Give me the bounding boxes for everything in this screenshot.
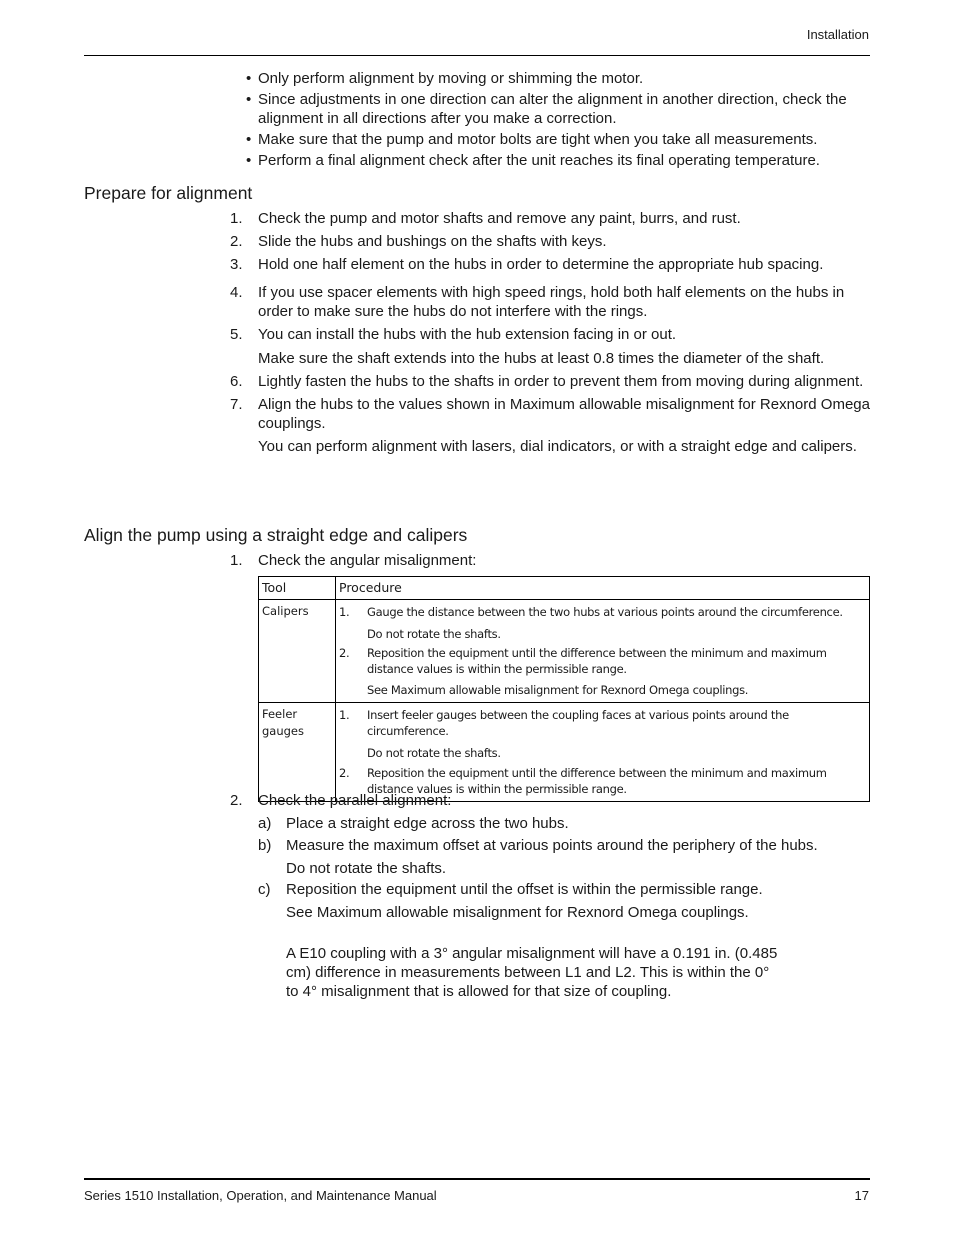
bullet-item: • Only perform alignment by moving or shimming the motor.: [246, 70, 870, 89]
procedure-item: [339, 707, 866, 739]
sub-step-letter: a): [258, 815, 272, 832]
procedure-number: 1.: [339, 708, 350, 722]
list-item: [230, 255, 870, 274]
list-item: [230, 791, 870, 810]
step-text: Slide the hubs and bushings on the shafts with keys.: [258, 233, 607, 250]
step-number: 7.: [230, 396, 243, 413]
sub-steps-list: [230, 814, 870, 1001]
procedure-item: [339, 604, 866, 620]
step-number: 6.: [230, 373, 243, 390]
table-row: [259, 600, 870, 703]
running-header: Installation: [806, 27, 869, 42]
example-line: A E10 coupling with a 3° angular misalignment will have a 0.191 in. (0.485: [286, 945, 778, 962]
prepare-steps-list: [230, 209, 870, 456]
sub-step: [258, 814, 870, 833]
step-number: 4.: [230, 284, 243, 301]
column-header-tool: Tool: [259, 577, 336, 600]
sub-step: [258, 880, 870, 899]
sub-step-text: Measure the maximum offset at various points around the periphery of the hubs.: [286, 837, 818, 854]
page-number: 17: [854, 1188, 869, 1203]
list-item: [230, 372, 870, 391]
sub-step-text: Reposition the equipment until the offset is within the permissible range.: [286, 881, 763, 898]
straight-edge-heading: Align the pump using a straight edge and calipers: [84, 525, 468, 545]
sub-step-letter: b): [258, 837, 272, 854]
step-number: 1.: [230, 552, 243, 569]
step-number: 1.: [230, 210, 243, 227]
step-text: Hold one half element on the hubs in order to determine the appropriate hub spacing.: [258, 256, 824, 273]
procedure-number: 2.: [339, 766, 350, 780]
bullet-item: • Make sure that the pump and motor bolts are tight when you take all measurements.: [246, 131, 870, 150]
step-text: Align the hubs to the values shown in Maximum allowable misalignment for Rexnord Omega couplings.: [258, 396, 870, 432]
table-header-row: [259, 577, 870, 600]
sub-step-note: Do not rotate the shafts.: [286, 860, 447, 877]
procedure-item: [339, 645, 866, 677]
list-item: [230, 209, 870, 228]
list-item: [230, 551, 870, 570]
straight-edge-step-2: [230, 791, 870, 1001]
procedure-text: Gauge the distance between the two hubs at various points around the circumference.: [367, 605, 843, 619]
footer-rule: [84, 1178, 870, 1180]
step-text: If you use spacer elements with high speed rings, hold both half elements on the hubs in order to make sure the hubs do not interfere with the rings.: [258, 284, 845, 320]
procedure-note: See Maximum allowable misalignment for Rexnord Omega couplings.: [367, 683, 749, 697]
list-item: [230, 232, 870, 251]
bullet-item: • Since adjustments in one direction can alter the alignment in another direction, check the alignment in all directions after you make a correction.: [246, 91, 870, 128]
procedure-cell: [336, 600, 870, 703]
step-number: 2.: [230, 233, 243, 250]
procedure-number: 2.: [339, 646, 350, 660]
bullet-item: • Perform a final alignment check after the unit reaches its final operating temperature.: [246, 152, 870, 171]
step-number: 3.: [230, 256, 243, 273]
example-line: cm) difference in measurements between L1 and L2. This is within the 0°: [286, 964, 770, 981]
footer-manual-title: Series 1510 Installation, Operation, and Maintenance Manual: [84, 1188, 437, 1203]
angular-misalignment-table: [258, 576, 870, 802]
list-item: [230, 283, 870, 321]
prepare-heading: Prepare for alignment: [84, 183, 253, 203]
alignment-guidelines-list: [246, 70, 870, 173]
step-text: Check the parallel alignment:: [258, 792, 452, 809]
list-item: [230, 325, 870, 344]
table-row: [259, 703, 870, 802]
step-text: Check the pump and motor shafts and remove any paint, burrs, and rust.: [258, 210, 741, 227]
straight-edge-step-1: [230, 551, 870, 570]
step-number: 5.: [230, 326, 243, 343]
procedure-note: Do not rotate the shafts.: [367, 627, 501, 641]
step-number: 2.: [230, 792, 243, 809]
sub-step-text: Place a straight edge across the two hubs.: [286, 815, 569, 832]
procedure-number: 1.: [339, 605, 350, 619]
step-note: Make sure the shaft extends into the hubs at least 0.8 times the diameter of the shaft.: [258, 350, 825, 367]
step-text: Lightly fasten the hubs to the shafts in order to prevent them from moving during alignment.: [258, 373, 864, 390]
list-item: [230, 395, 870, 433]
column-header-procedure: Procedure: [336, 577, 870, 600]
procedure-text: Insert feeler gauges between the coupling faces at various points around the circumference.: [367, 708, 789, 738]
example-paragraph: [258, 944, 870, 1001]
tool-cell: Feeler gauges: [259, 703, 336, 802]
sub-step: [258, 836, 870, 855]
procedure-cell: [336, 703, 870, 802]
procedure-note: Do not rotate the shafts.: [367, 746, 501, 760]
tool-cell: Calipers: [259, 600, 336, 703]
step-note: You can perform alignment with lasers, dial indicators, or with a straight edge and calipers.: [258, 438, 857, 455]
sub-step-letter: c): [258, 881, 271, 898]
step-text: Check the angular misalignment:: [258, 552, 477, 569]
procedure-text: Reposition the equipment until the difference between the minimum and maximum distance values is within the permissible range.: [367, 646, 827, 676]
sub-step-note: See Maximum allowable misalignment for Rexnord Omega couplings.: [286, 904, 749, 921]
step-text: You can install the hubs with the hub extension facing in or out.: [258, 326, 677, 343]
header-rule: [84, 55, 870, 56]
example-line: to 4° misalignment that is allowed for that size of coupling.: [286, 983, 672, 1000]
procedure-text: Reposition the equipment until the difference between the minimum and maximum distance values is within the permissible range.: [367, 766, 827, 796]
